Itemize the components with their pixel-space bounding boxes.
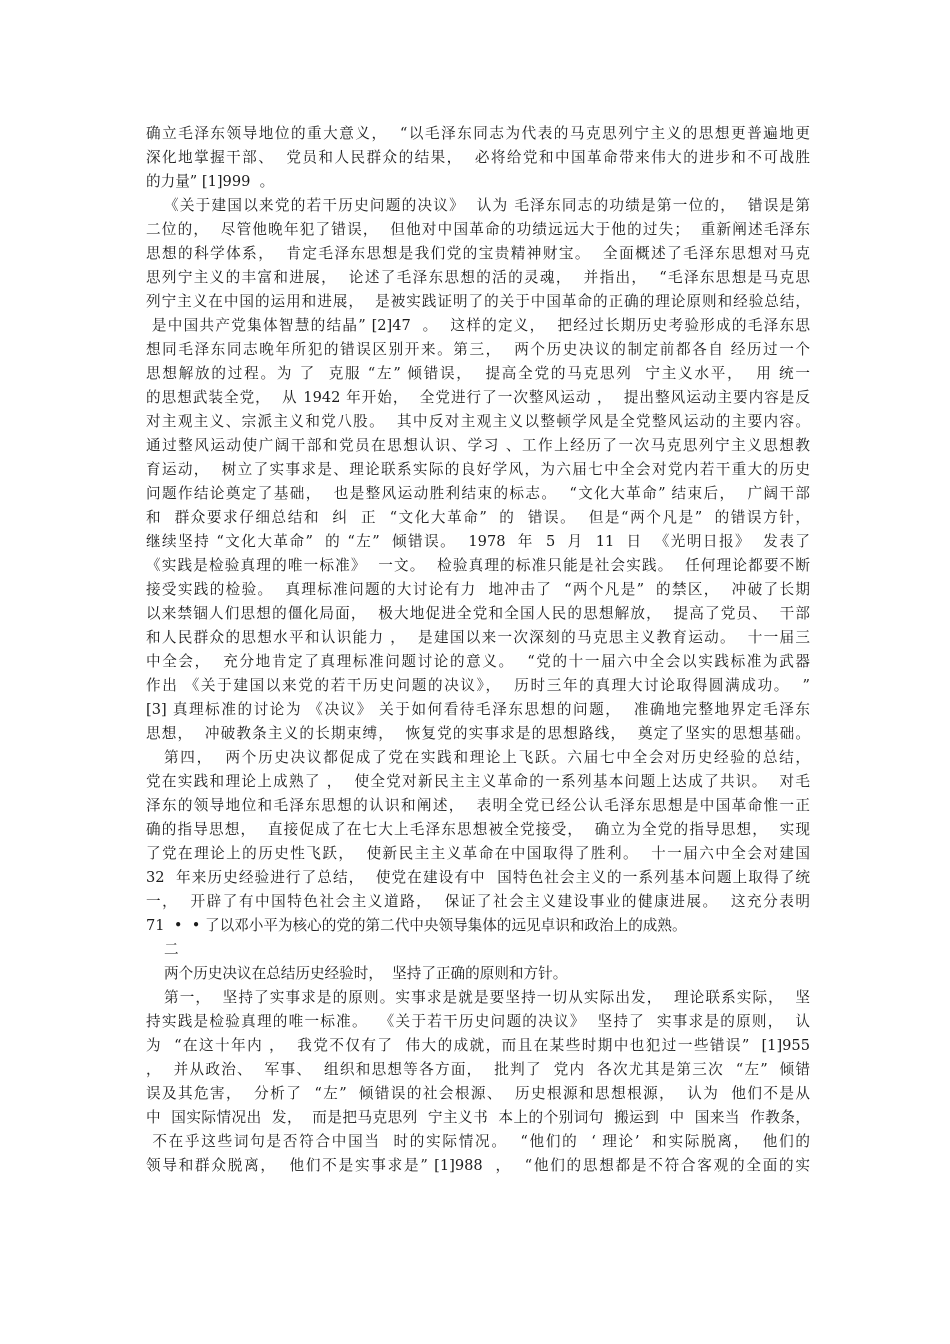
text-line: 持实践是检验真理的唯一标准。 《关于若干历史问题的决议》 坚持了 实事求是的原则， 认	[146, 1013, 810, 1030]
text-line: 71 • • 了以邓小平为核心的党的第二代中央领导集体的远见卓识和政治上的成熟。	[146, 917, 687, 934]
text-line: 继续坚持 “文化大革命” 的 “左” 倾错误。 1978 年 5 月 11 日 《光明日报》 发表了	[146, 533, 810, 550]
document-page	[146, 122, 810, 1178]
text-line: 党在实践和理论上成熟了 ， 使全党对新民主主义革命的一系列基本问题上达成了共识。 对毛	[146, 773, 810, 790]
text-line: 和人民群众的思想水平和认识能力 ， 是建国以来一次深刻的马克思主义教育运动。 十一届三	[146, 629, 810, 646]
text-line: 一， 开辟了有中国特色社会主义道路， 保证了社会主义建设事业的健康进展。 这充分表明	[146, 893, 810, 910]
text-line: 思想， 冲破教条主义的长期束缚， 恢复党的实事求是的思想路线， 奠定了坚实的思想基础。	[146, 725, 810, 742]
text-line: 为 “在这十年内 ， 我党不仅有了 伟大的成就，而且在某些时期中也犯过一些错误” [1]955	[146, 1037, 810, 1054]
text-line: 通过整风运动使广阔干部和党员在思想认识、学习 、工作上经历了一次马克思列宁主义思想教	[146, 437, 810, 454]
text-line: 深化地掌握干部、 党员和人民群众的结果， 必将给党和中国革命带来伟大的进步和不可战胜	[146, 149, 810, 166]
text-line: 以来禁锢人们思想的僵化局面， 极大地促进全党和全国人民的思想解放， 提高了党员、 干部	[146, 605, 810, 622]
text-line: 育运动， 树立了实事求是、理论联系实际的良好学风，为六届七中全会对党内若干重大的历史	[146, 461, 810, 478]
text-line: 对主观主义、宗派主义和党八股。 其中反对主观主义以整顿学风是全党整风运动的主要内容。	[146, 413, 810, 430]
paragraph-start-line: 《关于建国以来党的若干历史问题的决议》 认为 毛泽东同志的功绩是第一位的， 错误是第	[164, 197, 810, 214]
text-line: 不在乎这些词句是否符合中国当 时的实际情况。 “他们的 ‘ 理论’ 和实际脱离， 他们的	[146, 1133, 810, 1150]
text-line: 思列宁主义的丰富和进展， 论述了毛泽东思想的活的灵魂， 并指出， “毛泽东思想是马克思	[146, 269, 810, 286]
text-line: 思想的科学体系， 肯定毛泽东思想是我们党的宝贵精神财宝。 全面概述了毛泽东思想对马克	[146, 245, 810, 262]
text-line: 是中国共产党集体智慧的结晶” [2]47 。 这样的定义， 把经过长期历史考验形成的毛泽东思	[146, 317, 810, 334]
text-line: 了党在理论上的历史性飞跃， 使新民主主义革命在中国取得了胜利。 十一届六中全会对建国	[146, 845, 810, 862]
text-line: 和 群众要求仔细总结和 纠 正 “文化大革命” 的 错误。 但是“两个凡是” 的错误方针，	[146, 509, 810, 526]
text-line: 问题作结论奠定了基础， 也是整风运动胜利结束的标志。 “文化大革命” 结束后， 广阔干部	[146, 485, 810, 502]
text-line: 想同毛泽东同志晚年所犯的错误区别开来。第三， 两个历史决议的制定前都各自 经历过一个	[146, 341, 810, 358]
text-line: [3] 真理标准的讨论为 《决议》 关于如何看待毛泽东思想的问题， 准确地完整地界定毛泽东	[146, 701, 810, 718]
text-line: 中 国实际情况出 发， 而是把马克思列 宁主义书 本上的个别词句 搬运到 中 国来当 作教条，	[146, 1109, 810, 1126]
text-line: 确立毛泽东领导地位的重大意义， “以毛泽东同志为代表的马克思列宁主义的思想更普遍地更	[146, 125, 810, 142]
text-line: ， 并从政治、 军事、 组织和思想等各方面， 批判了 党内 各次尤其是第三次 “左” 倾错	[146, 1061, 810, 1078]
text-line: 泽东的领导地位和毛泽东思想的认识和阐述， 表明全党已经公认毛泽东思想是中国革命惟一正	[146, 797, 810, 814]
text-line: 32 年来历史经验进行了总结， 使党在建设有中 国特色社会主义的一系列基本问题上取得了统	[146, 869, 810, 886]
text-line: 领导和群众脱离， 他们不是实事求是” [1]988 ， “他们的思想都是不符合客观的全面的实	[146, 1157, 810, 1174]
paragraph-start-line: 两个历史决议在总结历史经验时， 坚持了正确的原则和方针。	[164, 965, 568, 982]
text-line: 的力量” [1]999 。	[146, 173, 275, 190]
text-line: 误及其危害， 分析了 “左” 倾错误的社会根源、 历史根源和思想根源， 认为 他们不是从	[146, 1085, 810, 1102]
text-line: 列宁主义在中国的运用和进展， 是被实践证明了的关于中国革命的正确的理论原则和经验总结，	[146, 293, 810, 310]
paragraph-start-line: 第四， 两个历史决议都促成了党在实践和理论上飞跃。六届七中全会对历史经验的总结，	[164, 749, 810, 766]
text-line: 思想解放的过程。为 了 克服 “左” 倾错误， 提高全党的马克思列 宁主义水平， 用 统一	[146, 365, 810, 382]
text-line: 《实践是检验真理的唯一标准》 一文。 检验真理的标准只能是社会实践。 任何理论都要不断	[146, 557, 810, 574]
text-line: 接受实践的检验。 真理标准问题的大讨论有力 地冲击了 “两个凡是” 的禁区， 冲破了长期	[146, 581, 810, 598]
text-line: 的思想武装全党， 从 1942 年开始， 全党进行了一次整风运动 ， 提出整风运动主要内容是反	[146, 389, 810, 406]
text-line: 作出 《关于建国以来党的若干历史问题的决议》， 历时三年的真理大讨论取得圆满成功。 ”	[146, 677, 810, 694]
paragraph-start-line: 第一， 坚持了实事求是的原则。实事求是就是要坚持一切从实际出发， 理论联系实际， 坚	[164, 989, 810, 1006]
text-line: 确的指导思想， 直接促成了在七大上毛泽东思想被全党接受， 确立为全党的指导思想， 实现	[146, 821, 810, 838]
section-number: 二	[164, 941, 179, 958]
text-line: 中全会， 充分地肯定了真理标准问题讨论的意义。 “党的十一届六中全会以实践标准为武器	[146, 653, 810, 670]
text-line: 二位的， 尽管他晚年犯了错误， 但他对中国革命的功绩远远大于他的过失； 重新阐述毛泽东	[146, 221, 810, 238]
